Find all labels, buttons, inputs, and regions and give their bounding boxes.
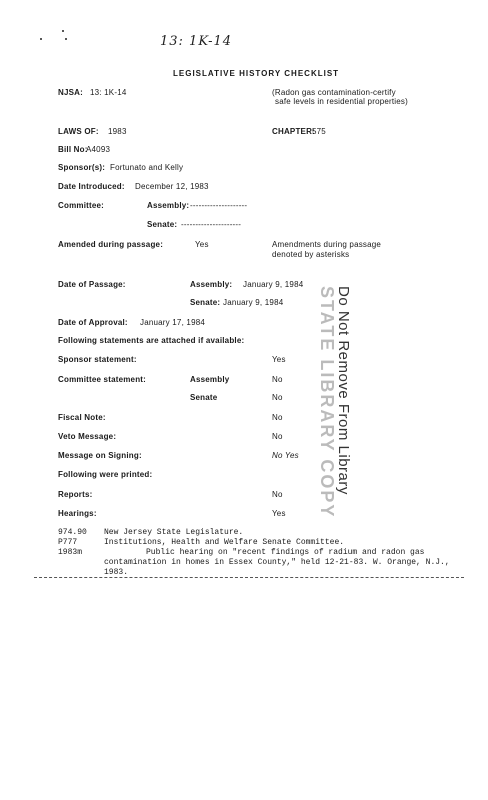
stamp-line1: Do Not Remove From Library [335, 286, 352, 495]
sponsor-statement-value: Yes [272, 355, 286, 364]
committee-assembly-label: Assembly: [147, 201, 190, 210]
passage-senate-value: January 9, 1984 [223, 298, 284, 307]
description-line1: (Radon gas contamination-certify [272, 88, 396, 97]
date-of-approval-label: Date of Approval: [58, 318, 128, 327]
citation-text: Institutions, Health and Welfare Senate Committee. [104, 538, 345, 547]
library-stamp [316, 286, 352, 518]
cut-line [34, 577, 464, 578]
stamp-line2: STATE LIBRARY COPY [317, 286, 337, 519]
committee-senate-value: --------------------- [181, 220, 242, 229]
committee-label: Committee: [58, 201, 105, 210]
printed-heading: Following were printed: [58, 470, 153, 479]
sponsors-label: Sponsor(s): [58, 163, 106, 172]
fiscal-note-label: Fiscal Note: [58, 413, 106, 422]
committee-statement-assembly-value: No [272, 375, 283, 384]
passage-assembly-label: Assembly: [190, 280, 233, 289]
stray-mark [62, 30, 64, 32]
committee-statement-senate-label: Senate [190, 393, 218, 402]
message-on-signing-value: No Yes [272, 451, 299, 460]
committee-statement-senate-value: No [272, 393, 283, 402]
reports-value: No [272, 490, 283, 499]
page-title: LEGISLATIVE HISTORY CHECKLIST [173, 69, 340, 78]
bill-no-value: A4093 [86, 145, 111, 154]
chapter-label: CHAPTER: [272, 127, 315, 136]
citation-code: P777 [58, 538, 78, 547]
reports-label: Reports: [58, 490, 93, 499]
date-of-passage-label: Date of Passage: [58, 280, 126, 289]
committee-senate-label: Senate: [147, 220, 178, 229]
njsa-value: 13: 1K-14 [90, 88, 127, 97]
committee-statement-label: Committee statement: [58, 375, 147, 384]
veto-message-label: Veto Message: [58, 432, 117, 441]
amended-value: Yes [195, 240, 209, 249]
sponsor-statement-label: Sponsor statement: [58, 355, 137, 364]
fiscal-note-value: No [272, 413, 283, 422]
date-introduced-label: Date Introduced: [58, 182, 125, 191]
passage-senate-label: Senate: [190, 298, 221, 307]
njsa-label: NJSA: [58, 88, 84, 97]
passage-assembly-value: January 9, 1984 [243, 280, 304, 289]
citation-text: 1983. [104, 568, 129, 577]
description-line2: safe levels in residential properties) [275, 97, 408, 106]
chapter-value: 575 [312, 127, 326, 136]
citation-text: contamination in homes in Essex County," held 12-21-83. W. Orange, N.J., [104, 558, 450, 567]
laws-of-label: LAWS OF: [58, 127, 99, 136]
stray-mark [65, 38, 67, 40]
sponsors-value: Fortunato and Kelly [110, 163, 184, 172]
amended-label: Amended during passage: [58, 240, 164, 249]
message-on-signing-label: Message on Signing: [58, 451, 142, 460]
bill-no-label: Bill No: [58, 145, 88, 154]
citation-text: New Jersey State Legislature. [104, 528, 244, 537]
citation-code: 974.90 [58, 528, 87, 537]
hearings-value: Yes [272, 509, 286, 518]
citation-text: Public hearing on "recent findings of radium and radon gas [146, 548, 425, 557]
stray-mark [40, 38, 42, 40]
handwritten-header: 13: 1K-14 [160, 34, 233, 49]
date-of-approval-value: January 17, 1984 [140, 318, 206, 327]
committee-statement-assembly-label: Assembly [190, 375, 230, 384]
amended-note-line1: Amendments during passage [272, 240, 382, 249]
hearings-label: Hearings: [58, 509, 97, 518]
veto-message-value: No [272, 432, 283, 441]
date-introduced-value: December 12, 1983 [135, 182, 209, 191]
citation-code: 1983m [58, 548, 83, 557]
amended-note-line2: denoted by asterisks [272, 250, 350, 259]
committee-assembly-value: -------------------- [190, 201, 248, 210]
attached-heading: Following statements are attached if available: [58, 336, 245, 345]
laws-of-value: 1983 [108, 127, 127, 136]
